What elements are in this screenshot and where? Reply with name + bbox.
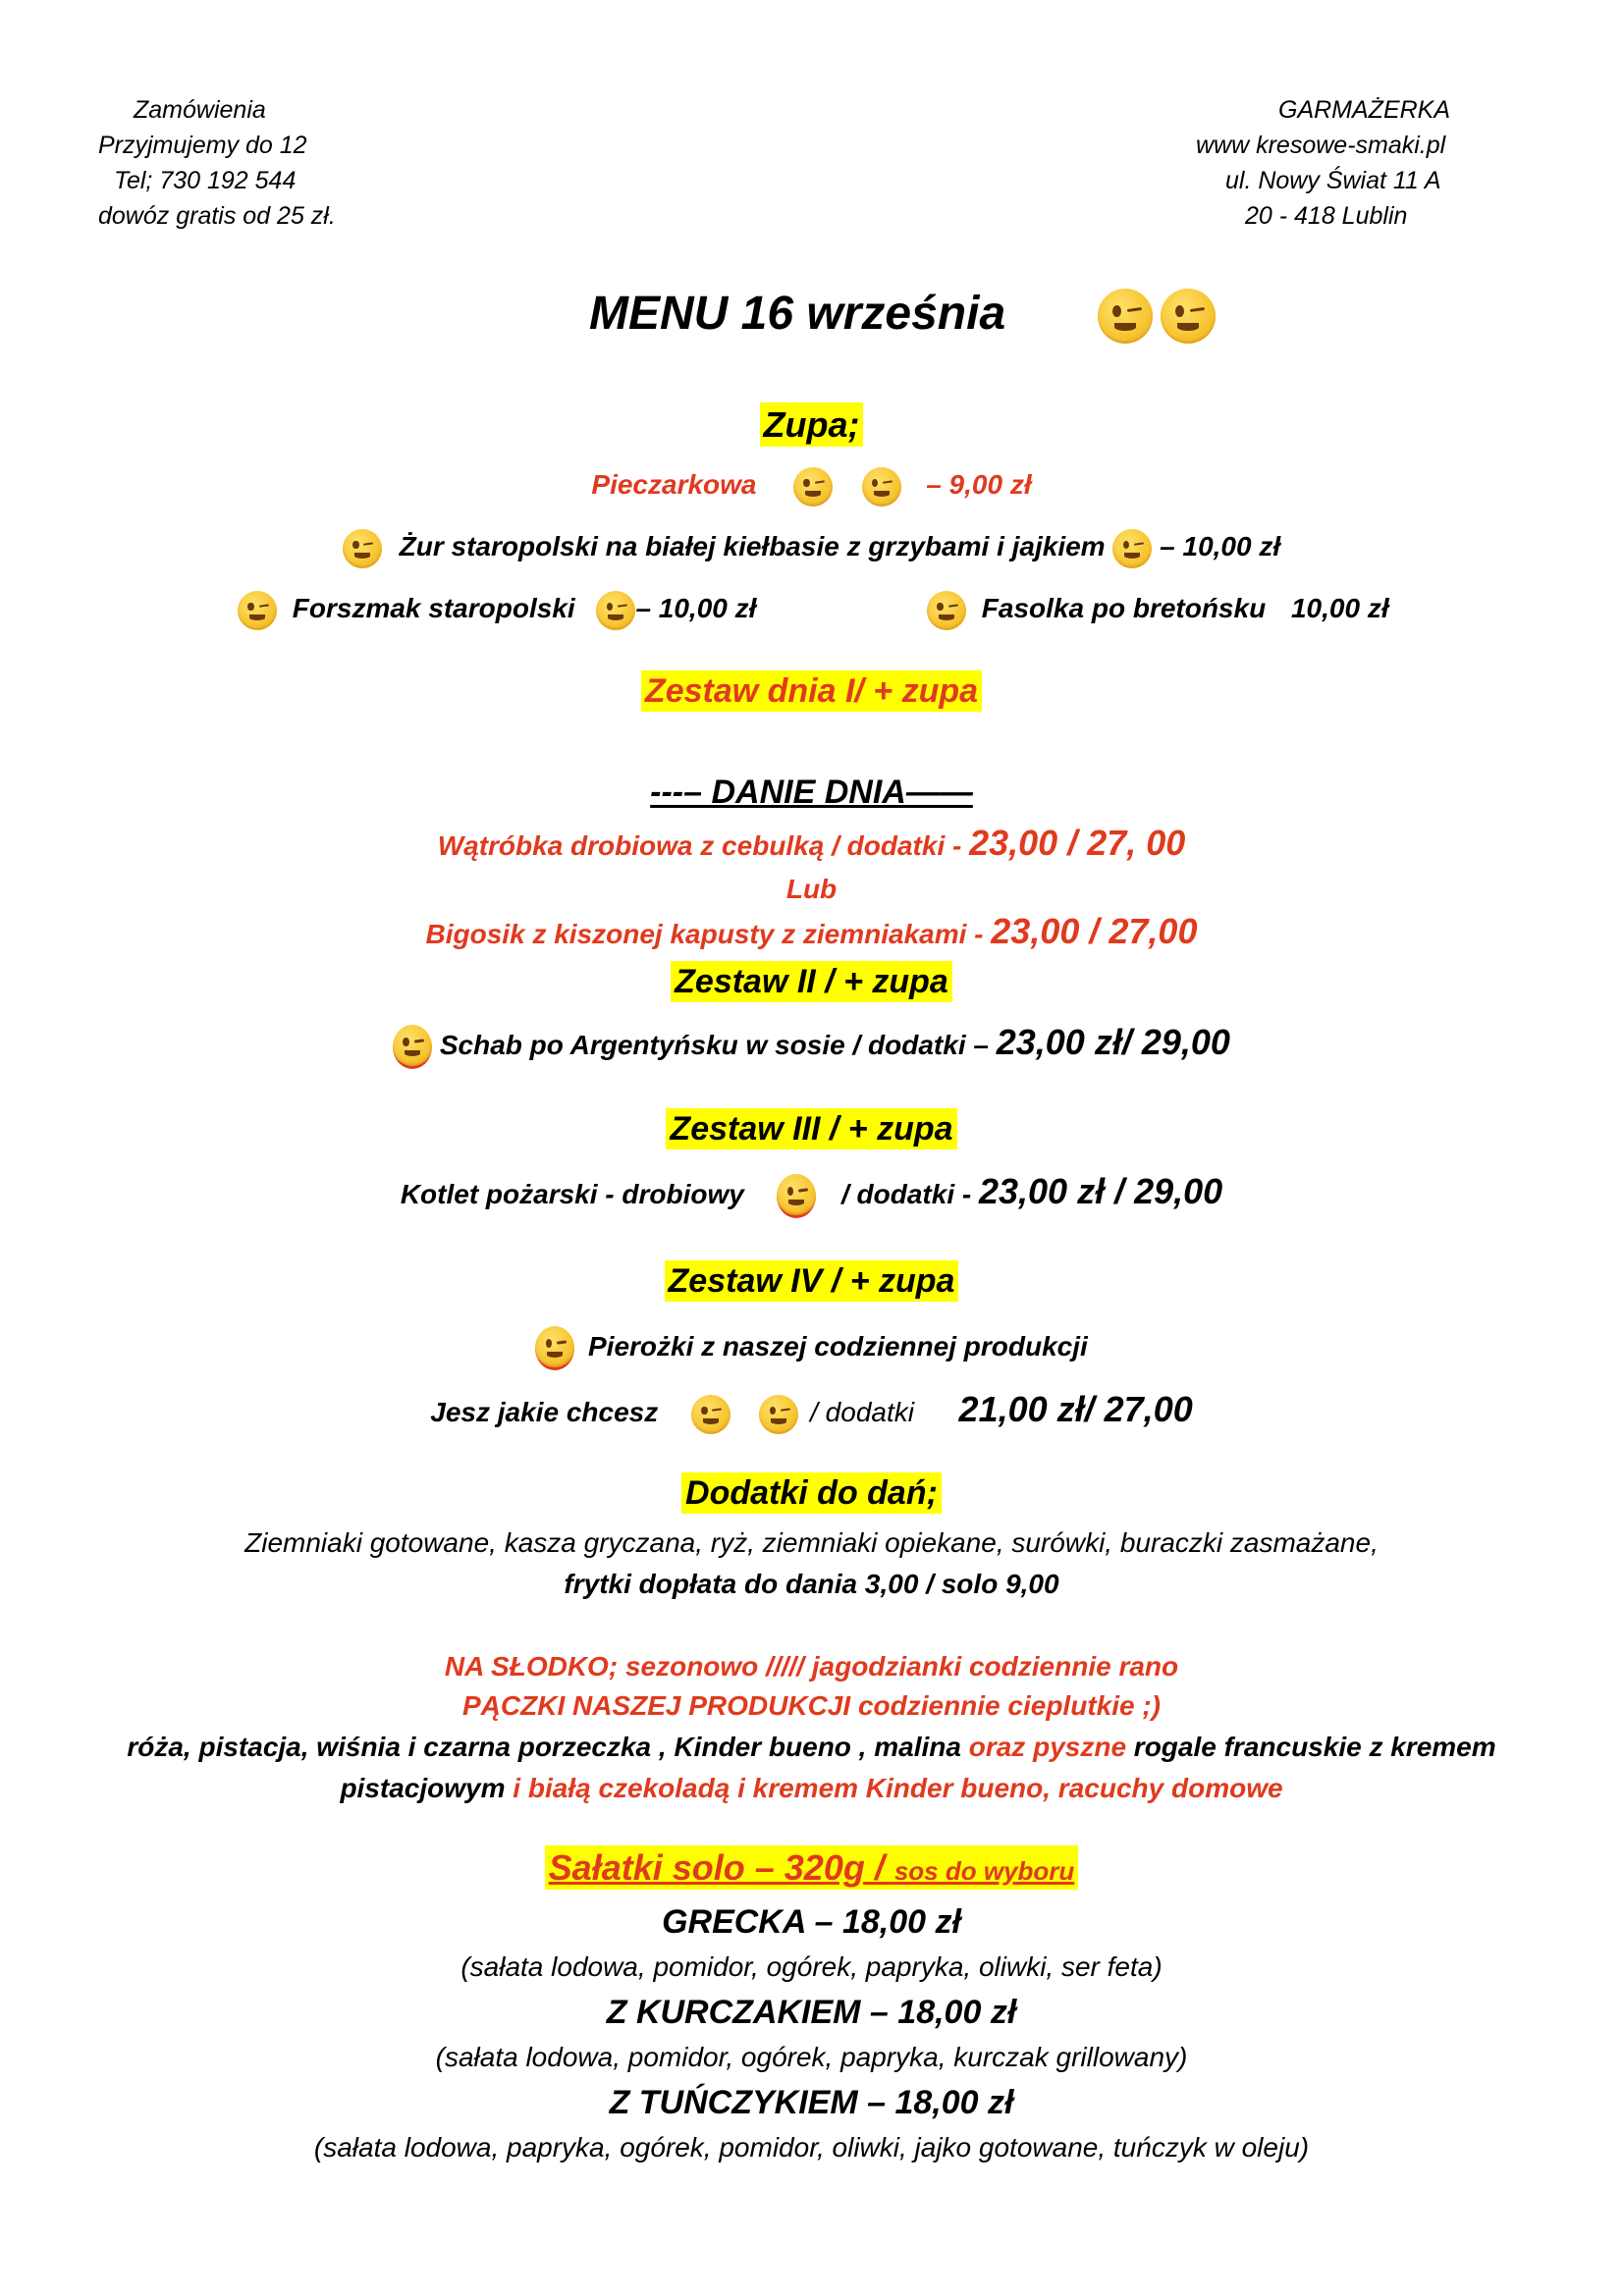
winking-face-icon [793, 467, 833, 507]
sweets-line-3: róża, pistacja, wiśnia i czarna porzeczka , Kinder bueno , malina oraz pyszne rogale francuskie z kremem [127, 1732, 1496, 1762]
winking-face-icon [238, 591, 277, 630]
soup-item-fasolka [927, 589, 1389, 630]
shop-info-line: www kresowe-smaki.pl [1196, 132, 1446, 159]
set4-item-jesz [0, 1388, 1623, 1434]
soup-item-pieczarkowa [0, 465, 1623, 507]
set1-item-bigosik [0, 911, 1623, 955]
shop-info-line: ul. Nowy Świat 11 A [1225, 167, 1441, 194]
winking-face-icon [862, 467, 901, 507]
shop-info-line: GARMAŻERKA [1278, 96, 1451, 124]
dish-price: 23,00 / 27,00 [991, 911, 1198, 951]
set3-item-kotlet [0, 1170, 1623, 1218]
sweets-line-1: NA SŁODKO; sezonowo ///// jagodzianki codziennie rano [444, 1651, 1179, 1682]
soup-name: Forszmak staropolski [292, 593, 575, 623]
order-info [98, 92, 393, 234]
soup-name: Pieczarkowa [591, 469, 757, 500]
set4-item-pierozki [0, 1325, 1623, 1370]
salad-name: GRECKA – 18,00 zł [662, 1903, 961, 1941]
dish-price: 23,00 zł / 29,00 [978, 1171, 1223, 1211]
salad-name: Z KURCZAKIEM – 18,00 zł [606, 1994, 1017, 2031]
dish-name: Kotlet pożarski - drobiowy [400, 1179, 744, 1209]
sides-heading: Dodatki do dań; [0, 1474, 1623, 1513]
set1-heading: Zestaw dnia I/ + zupa [0, 672, 1623, 711]
winking-face-icon [927, 591, 966, 630]
sides-list: Ziemniaki gotowane, kasza gryczana, ryż, ziemniaki opiekane, surówki, buraczki zasmażane, [244, 1527, 1379, 1558]
dish-extra: / dodatki - [840, 1179, 979, 1209]
dish-price: 21,00 zł/ 27,00 [958, 1389, 1193, 1429]
title-emojis [1098, 289, 1216, 344]
or-label: Lub [785, 874, 838, 904]
soup-item-forszmak [238, 589, 756, 630]
shop-info [1196, 92, 1520, 234]
winking-face-icon [777, 1174, 816, 1218]
order-info-line: Przyjmujemy do 12 [98, 132, 307, 159]
soup-item-zur [0, 527, 1623, 568]
order-info-line: Zamówienia [134, 96, 266, 124]
soup-name: Żur staropolski na białej kiełbasie z grzybami i jajkiem [399, 531, 1106, 561]
order-info-line: Tel; 730 192 544 [114, 167, 297, 194]
sweets-line-4: pistacjowym i białą czekoladą i kremem Kinder bueno, racuchy domowe [340, 1773, 1283, 1803]
dish-name: Pierożki z naszej codziennej produkcji [587, 1331, 1088, 1362]
order-info-line: dowóz gratis od 25 zł. [98, 202, 336, 230]
set2-item-schab [0, 1021, 1623, 1069]
sides-fries: frytki dopłata do dania 3,00 / solo 9,00 [564, 1569, 1059, 1599]
salads-heading: Sałatki solo – 320g / sos do wyboru [0, 1847, 1623, 1889]
soup-heading: Zupa; [0, 404, 1623, 446]
winking-face-icon [1161, 289, 1216, 344]
shop-info-line: 20 - 418 Lublin [1245, 202, 1408, 230]
set2-heading: Zestaw II / + zupa [0, 963, 1623, 1001]
winking-face-icon [1098, 289, 1153, 344]
winking-face-icon [691, 1395, 730, 1434]
dish-name: Bigosik z kiszonej kapusty z ziemniakami - [425, 919, 992, 949]
winking-face-icon [1112, 529, 1152, 568]
dish-extra: / dodatki [810, 1397, 914, 1427]
winking-face-icon [393, 1025, 432, 1069]
salad-desc: (sałata lodowa, papryka, ogórek, pomidor, oliwki, jajko gotowane, tuńczyk w oleju) [313, 2132, 1310, 2163]
set1-item-watrobka [0, 823, 1623, 867]
salad-desc: (sałata lodowa, pomidor, ogórek, papryka, oliwki, ser feta) [460, 1951, 1163, 1982]
soup-price: – 9,00 zł [926, 469, 1032, 500]
dish-price: 23,00 / 27, 00 [969, 823, 1186, 863]
salad-name: Z TUŃCZYKIEM – 18,00 zł [609, 2084, 1014, 2121]
winking-face-icon [759, 1395, 798, 1434]
soup-price: 10,00 zł [1290, 593, 1389, 623]
set4-heading: Zestaw IV / + zupa [0, 1262, 1623, 1301]
winking-face-icon [596, 591, 635, 630]
dish-name: Wątróbka drobiowa z cebulką / dodatki - [437, 830, 970, 861]
dish-name: Jesz jakie chcesz [430, 1397, 659, 1427]
salad-desc: (sałata lodowa, pomidor, ogórek, papryka, kurczak grillowany) [435, 2042, 1188, 2072]
set3-heading: Zestaw III / + zupa [0, 1110, 1623, 1148]
dish-name: Schab po Argentyńsku w sosie / dodatki – [439, 1030, 997, 1060]
page-title [589, 287, 1005, 341]
soup-price: – 10,00 zł [635, 593, 757, 623]
soup-name: Fasolka po bretońsku [981, 593, 1267, 623]
title-text: MENU 16 września [589, 288, 1006, 340]
winking-face-icon [343, 529, 382, 568]
winking-face-icon [535, 1326, 574, 1370]
soup-price: – 10,00 zł [1160, 531, 1281, 561]
dish-price: 23,00 zł/ 29,00 [996, 1022, 1230, 1062]
sweets-line-2: PĄCZKI NASZEJ PRODUKCJI codziennie cieplutkie ;) [462, 1690, 1161, 1721]
dish-of-day-heading: ---– DANIE DNIA—— [650, 774, 973, 811]
